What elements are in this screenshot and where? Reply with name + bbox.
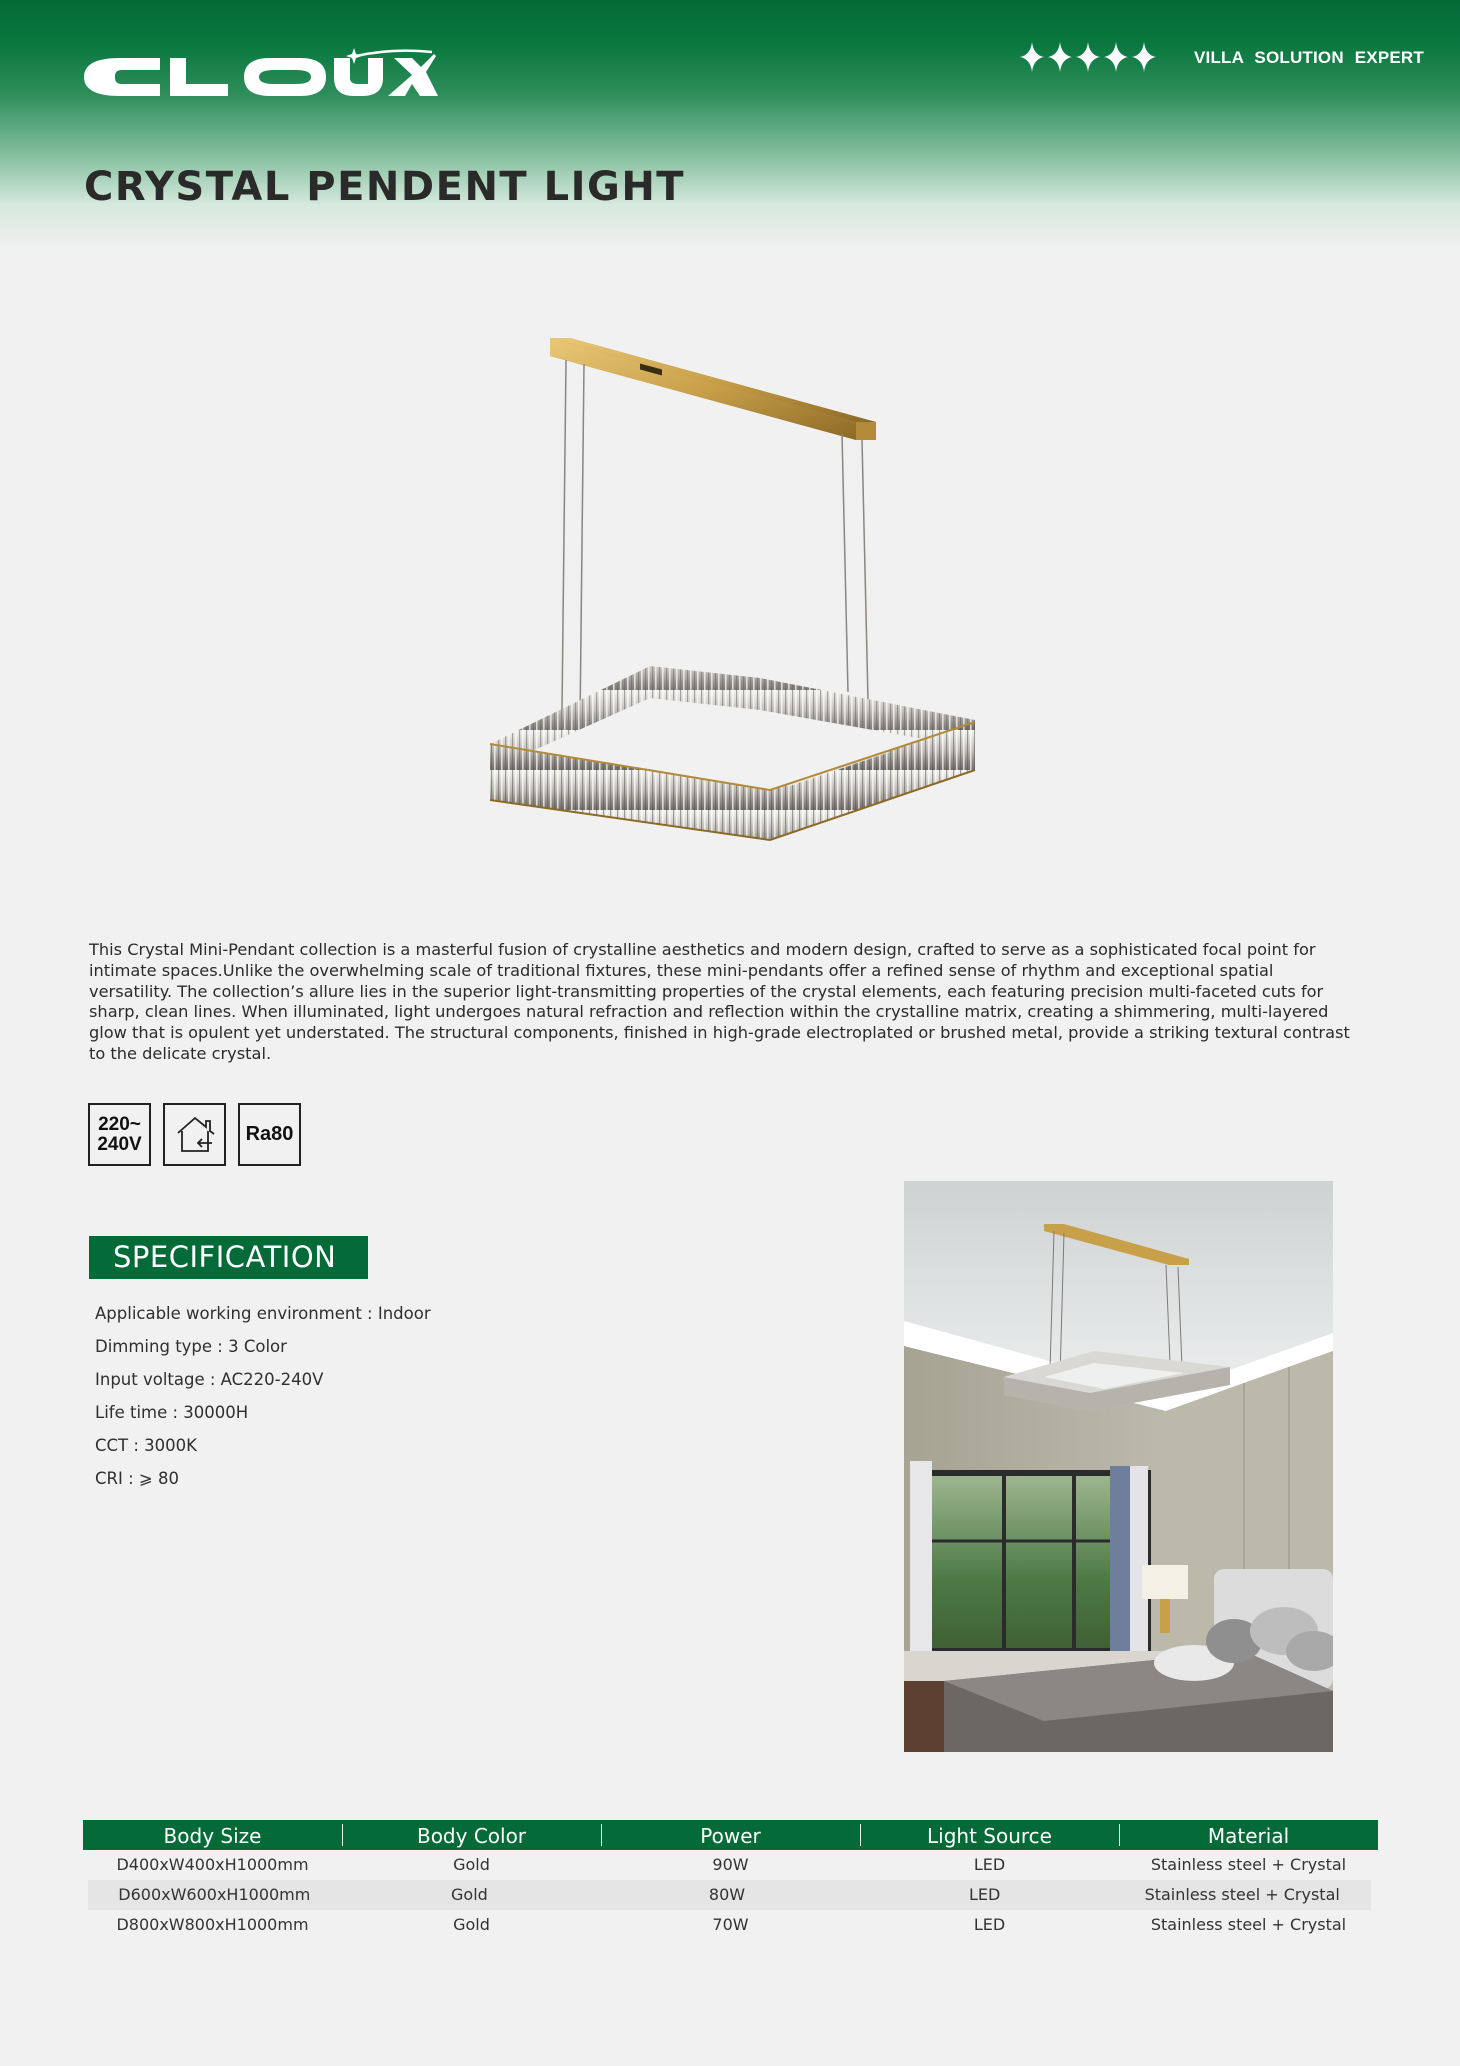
indoor-house-icon [163,1103,226,1166]
table-cell: 90W [712,1855,749,1874]
table-cell: Gold [453,1915,490,1934]
table-cell: D400xW400xH1000mm [116,1855,309,1874]
specification-heading: SPECIFICATION [89,1236,368,1279]
table-header-cell: Body Size [163,1824,262,1848]
table-header-cell: Power [601,1820,860,1850]
page-title: CRYSTAL PENDENT LIGHT [84,164,686,210]
spec-item: Input voltage : AC220-240V [95,1370,324,1389]
table-row [88,1880,1371,1910]
specification-table [83,1820,1378,1940]
table-cell: D600xW600xH1000mm [118,1885,311,1904]
table-cell: LED [968,1885,1001,1904]
product-image-pendant [470,330,990,860]
spec-item: Applicable working environment : Indoor [95,1304,431,1323]
star-icon [1074,40,1102,74]
table-cell: Stainless steel + Crystal [1150,1915,1347,1934]
table-cell: D800xW800xH1000mm [116,1915,309,1934]
table-row [83,1910,1378,1940]
table-cell: Stainless steel + Crystal [1144,1885,1340,1904]
table-header-cell: Material [1119,1820,1378,1850]
cloux-logo [82,44,438,100]
specification-list [95,1303,431,1501]
table-header [83,1820,1378,1850]
table-header-cell: Light Source [860,1820,1119,1850]
star-icon [1130,40,1158,74]
spec-item: CRI : ⩾ 80 [95,1469,179,1488]
star-icon [1018,40,1046,74]
feature-icons [88,1103,313,1166]
rating-stars [1018,40,1158,78]
cri-badge: Ra80 [238,1103,301,1166]
brand-tagline: VILLA SOLUTION EXPERT [1194,48,1424,67]
star-icon [1046,40,1074,74]
table-row [83,1850,1378,1880]
spec-item: Dimming type : 3 Color [95,1337,287,1356]
table-cell: Gold [451,1885,488,1904]
table-cell: Gold [453,1855,490,1874]
table-cell: LED [973,1855,1006,1874]
voltage-badge [88,1103,151,1166]
room-photo [904,1181,1333,1752]
spec-item: CCT : 3000K [95,1436,197,1455]
table-cell: 80W [708,1885,746,1904]
table-header-cell: Body Color [342,1820,601,1850]
table-cell: 70W [712,1915,749,1934]
spec-item: Life time : 30000H [95,1403,249,1422]
page-header [0,0,1460,250]
table-cell: Stainless steel + Crystal [1150,1855,1347,1874]
star-icon [1102,40,1130,74]
product-description: This Crystal Mini-Pendant collection is a masterful fusion of crystalline aesthetics and modern design, crafted to serve as a sophisticated focal point for intimate spaces.Unlike the overwhelming scale of traditional fixtures, these mini-pendants offer a refined sense of rhythm and exceptional spatial versatility. The collection’s allure lies in the superior light-transmitting properties of the crystal elements, each featuring precision multi-faceted cuts for sharp, clean lines. When illuminated, light undergoes natural refraction and reflection within the crystalline matrix, creating a shimmering, multi-layered glow that is opulent yet understated. The structural components, finished in high-grade electroplated or brushed metal, provide a striking textural contrast to the delicate crystal. [89,940,1350,1063]
table-cell: LED [973,1915,1006,1934]
voltage-line2: 240V [97,1133,142,1155]
voltage-line1: 220~ [98,1113,141,1135]
